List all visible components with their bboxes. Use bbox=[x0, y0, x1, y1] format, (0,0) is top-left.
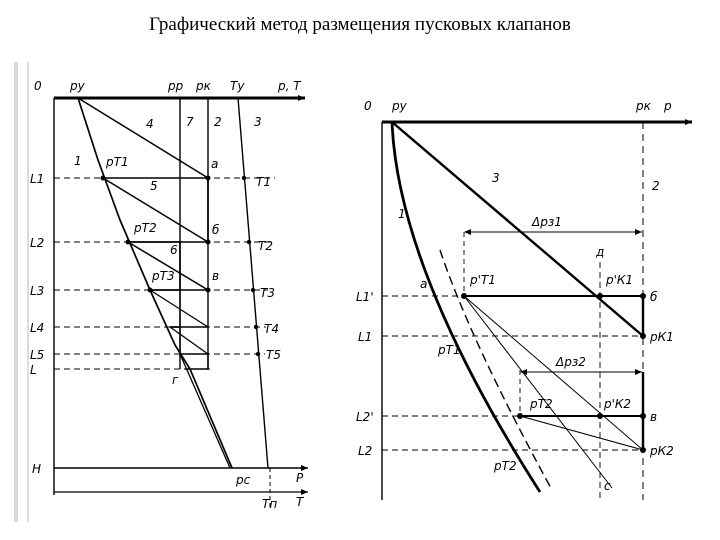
label-L3: L3 bbox=[30, 284, 45, 298]
label-p-t: p, T bbox=[278, 79, 301, 93]
label-L4: L4 bbox=[30, 321, 45, 335]
point-pk2-prime bbox=[597, 413, 603, 419]
right-curve-label-2: 2 bbox=[652, 179, 660, 193]
right-diagram bbox=[356, 99, 692, 500]
curve-1-dashed bbox=[440, 250, 552, 490]
right-curve-label-1: 1 bbox=[398, 207, 406, 221]
label-pt1: pT1 bbox=[106, 155, 129, 169]
label-point-b: б bbox=[212, 223, 220, 237]
curve-1-pressure bbox=[78, 98, 232, 468]
point-p-k1-prime bbox=[597, 293, 603, 299]
label-point-d: д bbox=[596, 245, 605, 259]
point-pt1 bbox=[101, 176, 106, 181]
point-a bbox=[206, 176, 211, 181]
label-p-t1-prime: p'T1 bbox=[470, 273, 496, 287]
point-v-right bbox=[640, 413, 646, 419]
line-thin-2 bbox=[464, 296, 612, 488]
point-pk1 bbox=[640, 333, 646, 339]
label-tp: Tп bbox=[262, 497, 278, 511]
curve-label-4: 4 bbox=[146, 117, 154, 131]
label-dpz2: Δpз2 bbox=[556, 355, 586, 369]
label-L5: L5 bbox=[30, 348, 45, 362]
label-pt1-right: pT1 bbox=[438, 343, 461, 357]
left-diagram bbox=[14, 62, 308, 522]
curve-1 bbox=[392, 122, 540, 492]
step-4 bbox=[170, 327, 208, 369]
label-p-k1-prime: p'К1 bbox=[606, 273, 634, 287]
label-pc: pс bbox=[236, 473, 251, 487]
label-point-c: с bbox=[604, 479, 611, 493]
right-curve-label-3: 3 bbox=[492, 171, 500, 185]
curve-label-2: 2 bbox=[214, 115, 222, 129]
label-pt2: pT2 bbox=[134, 221, 157, 235]
label-T5: T5 bbox=[266, 348, 281, 362]
right-label-p: p bbox=[664, 99, 672, 113]
curve-label-1: 1 bbox=[74, 154, 82, 168]
label-pt2-mid: pT2 bbox=[530, 397, 553, 411]
label-L1-right: L1 bbox=[358, 330, 373, 344]
label-L2: L2 bbox=[30, 236, 45, 250]
line-step-5 bbox=[170, 327, 208, 354]
label-point-v: в bbox=[212, 269, 220, 283]
point-pt2-right bbox=[517, 413, 523, 419]
label-dpz1: Δpз1 bbox=[532, 215, 562, 229]
point-b bbox=[206, 240, 211, 245]
point-t2 bbox=[247, 240, 251, 244]
label-L1-prime: L1' bbox=[356, 290, 374, 304]
label-ty: Tу bbox=[230, 79, 245, 93]
curve-label-3: 3 bbox=[254, 115, 262, 129]
line-thin-3 bbox=[520, 416, 643, 450]
label-pt3: pT3 bbox=[152, 269, 175, 283]
point-t4 bbox=[254, 325, 258, 329]
label-point-a: а bbox=[211, 157, 219, 171]
right-levels bbox=[382, 296, 643, 450]
label-bottom-t: T bbox=[296, 495, 304, 509]
label-H: H bbox=[32, 462, 42, 476]
curve-3-temperature bbox=[238, 98, 268, 468]
point-pt3 bbox=[148, 288, 153, 293]
point-b-right bbox=[640, 293, 646, 299]
point-v bbox=[206, 288, 211, 293]
point-t3 bbox=[251, 288, 255, 292]
label-T2: T2 bbox=[258, 239, 273, 253]
label-L2-prime: L2' bbox=[356, 410, 374, 424]
label-point-v-right: в bbox=[650, 410, 658, 424]
line-4 bbox=[78, 98, 208, 178]
line-to-pc bbox=[180, 354, 230, 468]
label-point-b-right: б bbox=[650, 290, 658, 304]
right-label-py: pу bbox=[392, 99, 407, 113]
label-T1: T1 bbox=[256, 175, 271, 189]
line-3 bbox=[392, 122, 643, 336]
right-origin-label: 0 bbox=[364, 99, 372, 113]
label-pk1: pК1 bbox=[650, 330, 674, 344]
left-origin-label: 0 bbox=[34, 79, 42, 93]
label-T4: T4 bbox=[264, 322, 279, 336]
label-p-k2-prime: p'К2 bbox=[604, 397, 632, 411]
label-pk2: pК2 bbox=[650, 444, 674, 458]
point-pt2 bbox=[126, 240, 131, 245]
point-pk2 bbox=[640, 447, 646, 453]
label-pr: pр bbox=[168, 79, 184, 93]
point-t5 bbox=[256, 352, 260, 356]
curve-label-7: 7 bbox=[186, 115, 194, 129]
scan-edge-left bbox=[14, 62, 18, 522]
point-t1 bbox=[242, 176, 246, 180]
point-p-t1-prime bbox=[461, 293, 467, 299]
label-pt2-bottom: pT2 bbox=[494, 459, 517, 473]
right-label-pk: pк bbox=[636, 99, 651, 113]
label-bottom-p: P bbox=[296, 471, 304, 485]
label-point-a-right: а bbox=[420, 277, 428, 291]
label-point-g: г bbox=[172, 373, 179, 387]
label-L: L bbox=[30, 363, 37, 377]
label-L1: L1 bbox=[30, 172, 45, 186]
curve-label-6: 6 bbox=[170, 243, 178, 257]
label-py: pу bbox=[70, 79, 85, 93]
curve-label-5: 5 bbox=[150, 179, 158, 193]
label-pk: pк bbox=[196, 79, 211, 93]
label-L2-right: L2 bbox=[358, 444, 373, 458]
label-T3: T3 bbox=[260, 286, 275, 300]
page-title: Графический метод размещения пусковых клапанов bbox=[149, 14, 571, 35]
